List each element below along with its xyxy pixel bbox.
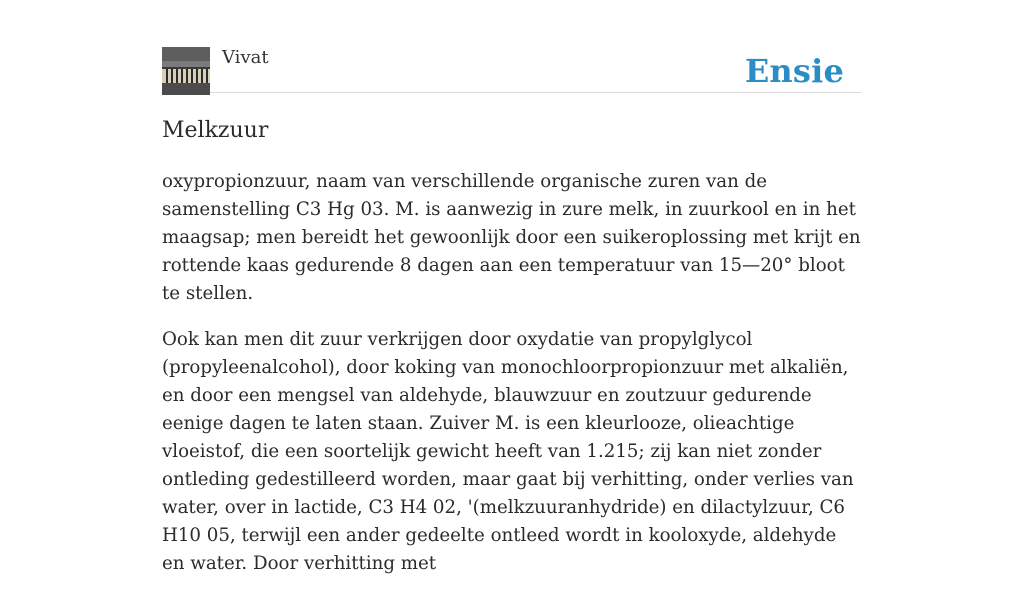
article-body [162, 168, 862, 596]
brand-logo[interactable]: Ensie [744, 52, 844, 90]
page-header [162, 0, 862, 93]
article-paragraph-2: Ook kan men dit zuur verkrijgen door oxydatie van propylglycol (propyleenalcohol), door koking van monochloorpropionzuur met alkaliën, en door een mengsel van aldehyde, blauwzuur en zoutzuur gedurende eenige dagen te laten staan. Zuiver M. is een kleurlooze, olieachtige vloeistof, die een soortelijk gewicht heeft van 1.215; zij kan niet zonder ontleding gedestilleerd worden, maar gaat bij verhitting, onder verlies van water, over in lactide, C3 H4 02, '(melkzuuranhydride) en dilactylzuur, C6 H10 05, terwijl een ander gedeelte ontleed wordt in kooloxyde, aldehyde en water. Door verhitting met [162, 329, 854, 574]
author-name[interactable]: Vivat [222, 47, 269, 68]
author-avatar[interactable] [162, 47, 210, 95]
article-title: Melkzuur [162, 118, 269, 143]
bookshelf-icon [162, 47, 210, 95]
article-card [162, 0, 862, 574]
article-paragraph-1: oxypropionzuur, naam van verschillende organische zuren van de samenstelling C3 Hg 03. M. is aanwezig in zure melk, in zuurkool en in het maagsap; men bereidt het gewoonlijk door een suikeroplossing met krijt en rottende kaas gedurende 8 dagen aan een temperatuur van 15—20° bloot te stellen. [162, 171, 861, 304]
